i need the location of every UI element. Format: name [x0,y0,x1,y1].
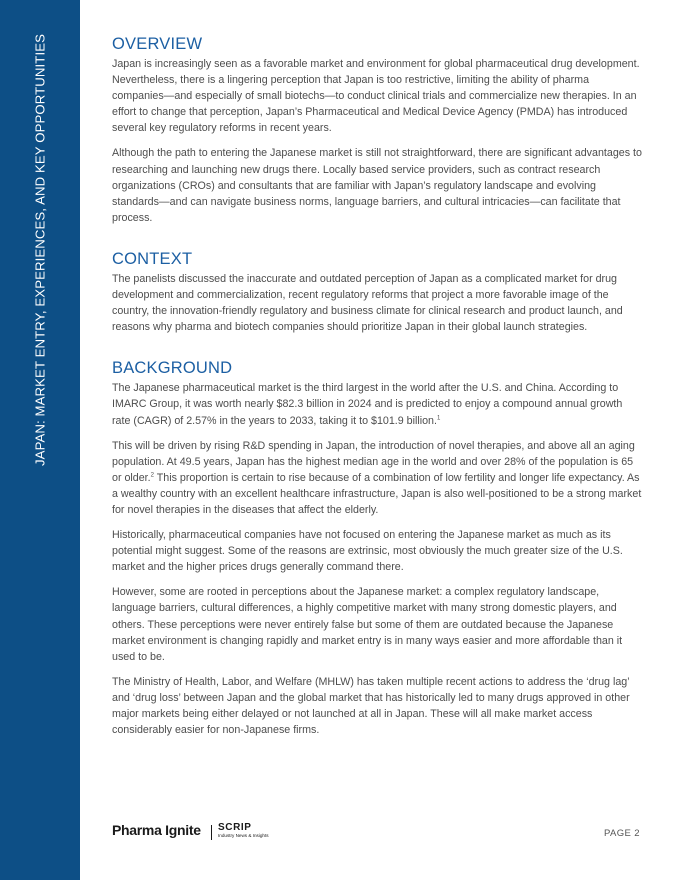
main-content [112,34,642,747]
background-paragraph-4: However, some are rooted in perceptions about the Japanese market: a complex regulatory landscape, language barriers, cultural differences, a highly competitive market with many strong domestic players, and others. These perceptions were never entirely false but some of them are outdated because the Japanese market environment is changing rapidly and market entry is in many ways easier and more affordable than it used to be. [112,586,623,663]
context-heading: CONTEXT [112,249,193,268]
background-paragraph-1 [112,380,642,428]
footnote-ref-1: 1 [436,414,441,421]
context-paragraph-1: The panelists discussed the inaccurate and outdated perception of Japan as a complicated market for drug development and commercialization, recent regulatory reforms that project a more favorable image of the country, the innovation-friendly regulatory and business climate for clinical research and product launch, and reasons why pharma and biotech companies should prioritize Japan in their global launch strategies. [112,272,623,334]
page-number: PAGE 2 [603,828,640,839]
overview-paragraph-1: Japan is increasingly seen as a favorable market and environment for global pharmaceutical drug development. Nevertheless, there is a lingering perception that Japan is too restrictive, limiting the ability of pharma companies—and especially of small biotechs—to conduct clinical trials and commercialize new therapies. In an effort to change that perception, Japan’s Pharmaceutical and Medical Device Agency (PMDA) has introduced several key regulatory reforms in recent years. [112,58,640,135]
sidebar [0,0,80,880]
overview-paragraph-2: Although the path to entering the Japanese market is still not straightforward, there are significant advantages to researching and launching new drugs there. Locally based service providers, such as contract research organizations (CROs) and consultants that are familiar with Japan’s regulatory landscape and evolving standards—and can navigate business norms, language barriers, and cultural intricacies—can facilitate that process. [112,147,642,224]
background-paragraph-2-text-a: This will be driven by rising R&D spending in Japan, the introduction of novel therapies, and above all an aging population. At 49.5 years, Japan has the highest median age in the world and over 28% of the population is 65 or older. [112,439,635,484]
background-paragraph-1-text: The Japanese pharmaceutical market is the third largest in the world after the U.S. and China. According to IMARC Group, it was worth nearly $82.3 billion in 2024 and is predicted to enjoy a compound annual growth rate (CAGR) of 2.57% in the years to 2033, taking it to $101.9 billion. [112,382,623,427]
footer [112,822,640,842]
background-paragraph-5: The Ministry of Health, Labor, and Welfare (MHLW) has taken multiple recent actions to address the ‘drug lag’ and ‘drug loss’ between Japan and the global market that has historically led to many drugs approved in other major markets being either delayed or not launched at all in Japan. These will all make market access considerably easier for non-Japanese firms. [112,675,630,737]
scrip-tagline: Industry News & Insights [218,833,269,838]
footnote-ref-2: 2 [150,472,154,479]
overview-heading: OVERVIEW [112,35,203,53]
background-paragraph-2 [112,438,642,518]
logo-divider [211,825,212,840]
background-paragraph-2-text-b: This proportion is certain to rise because of a combination of low fertility and longer life expectancy. As a wealthy country with an excellent healthcare infrastructure, Japan is also well-positioned to be a strong market for novel therapies in the diseases that affect the elderly. [112,471,642,516]
pharma-ignite-logo: Pharma Ignite [112,822,201,838]
scrip-logo: SCRIP [218,822,252,833]
background-paragraph-3: Historically, pharmaceutical companies have not focused on entering the Japanese market as much as its potential might suggest. Some of the reasons are extrinsic, most obviously the much greater size of the U.S. market and the higher prices drugs generally command there. [112,529,623,574]
sidebar-title: JAPAN: MARKET ENTRY, EXPERIENCES, AND KEY OPPORTUNITIES [32,33,48,467]
background-heading: BACKGROUND [112,359,233,378]
